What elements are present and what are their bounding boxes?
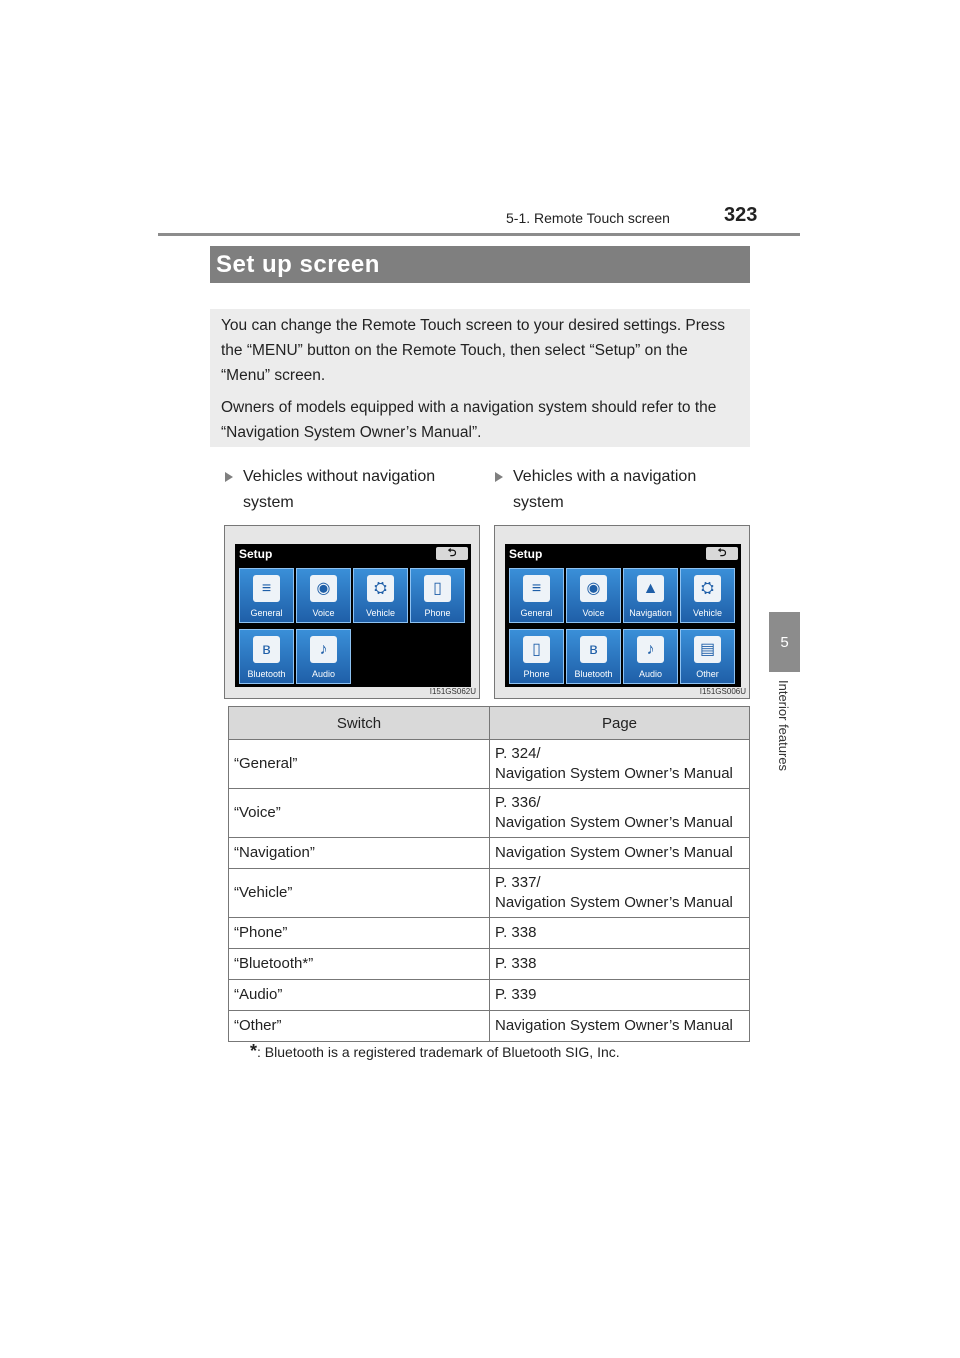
setup-screen	[235, 544, 471, 687]
page-cell: P. 338	[490, 918, 750, 949]
header-divider	[158, 233, 800, 236]
header-switch: Switch	[229, 707, 490, 740]
chapter-tab	[769, 612, 800, 672]
page-ref: P. 336/	[495, 794, 541, 811]
tile-audio	[296, 629, 351, 684]
phone-icon: ▯	[523, 636, 550, 663]
setup-screenshot-without-navigation	[224, 525, 480, 699]
tile-label: Audio	[638, 669, 663, 679]
setup-screen	[505, 544, 741, 687]
tile-phone	[410, 568, 465, 623]
tile-voice	[296, 568, 351, 623]
table-row	[229, 869, 750, 918]
bluetooth-icon: ʙ	[580, 636, 607, 663]
bullet-label: Vehicles with a navigation system	[513, 468, 697, 511]
footnote-text: : Bluetooth is a registered trademark of Bluetooth SIG, Inc.	[257, 1044, 620, 1060]
general-icon: ≡	[253, 575, 280, 602]
switch-cell: “Audio”	[229, 980, 490, 1011]
tile-label: Phone	[523, 669, 550, 679]
tile-label: Voice	[312, 608, 335, 618]
vehicle-icon: ⛭	[694, 575, 721, 602]
image-code: I151GS062U	[429, 687, 476, 696]
phone-icon: ▯	[424, 575, 451, 602]
bullet-without-navigation	[243, 464, 473, 516]
table-row	[229, 1011, 750, 1042]
header-page: Page	[490, 707, 750, 740]
tile-label: Navigation	[629, 608, 672, 618]
tile-audio	[623, 629, 678, 684]
switch-cell: “Voice”	[229, 789, 490, 838]
page-cell: Navigation System Owner’s Manual	[490, 838, 750, 869]
switch-cell: “Navigation”	[229, 838, 490, 869]
bluetooth-icon: ʙ	[253, 636, 280, 663]
chapter-label: Interior features	[776, 680, 791, 772]
switch-cell: “Bluetooth*”	[229, 949, 490, 980]
table-row	[229, 918, 750, 949]
table-row	[229, 980, 750, 1011]
page-cell	[490, 869, 750, 918]
section-header: 5-1. Remote Touch screen	[506, 210, 670, 226]
footnote-marker: *	[250, 1041, 258, 1061]
general-icon: ≡	[523, 575, 550, 602]
page-ref: P. 324/	[495, 745, 541, 762]
screen-title: Setup	[239, 547, 273, 561]
tile-label: Other	[696, 669, 719, 679]
page-ref: Navigation System Owner’s Manual	[495, 765, 733, 782]
page-ref: Navigation System Owner’s Manual	[495, 894, 733, 911]
bullet-label: Vehicles without navigation system	[243, 468, 436, 511]
intro-box	[210, 309, 750, 447]
vehicle-icon: ⛭	[367, 575, 394, 602]
tile-label: General	[520, 608, 553, 618]
tile-bluetooth	[239, 629, 294, 684]
tile-label: General	[250, 608, 283, 618]
chapter-number: 5	[780, 633, 789, 651]
tile-other	[680, 629, 735, 684]
audio-icon: ♪	[637, 636, 664, 663]
table-row	[229, 789, 750, 838]
table-row	[229, 740, 750, 789]
table-header-row	[229, 707, 750, 740]
intro-paragraph-2: Owners of models equipped with a navigation system should refer to the “Navigation System Owner’s Manual”.	[221, 399, 717, 441]
tile-label: Voice	[582, 608, 605, 618]
page-number: 323	[724, 204, 758, 226]
tile-label: Vehicle	[692, 608, 723, 618]
other-icon: ▤	[694, 636, 721, 663]
switch-cell: “Vehicle”	[229, 869, 490, 918]
bullet-with-navigation	[513, 464, 743, 516]
voice-icon: ◉	[310, 575, 337, 602]
tile-label: Bluetooth	[574, 669, 613, 679]
tile-label: Phone	[424, 608, 451, 618]
tile-navigation	[623, 568, 678, 623]
page-cell: P. 338	[490, 949, 750, 980]
triangle-bullet-icon	[495, 472, 503, 482]
screen-title: Setup	[509, 547, 543, 561]
triangle-bullet-icon	[225, 472, 233, 482]
setup-screenshot-with-navigation	[494, 525, 750, 699]
tile-vehicle	[353, 568, 408, 623]
page-cell: P. 339	[490, 980, 750, 1011]
page-ref: P. 337/	[495, 874, 541, 891]
tile-vehicle	[680, 568, 735, 623]
page-title: Set up screen	[210, 246, 750, 283]
tile-label: Bluetooth	[247, 669, 286, 679]
tile-label: Vehicle	[365, 608, 396, 618]
switch-cell: “General”	[229, 740, 490, 789]
tile-label: Audio	[311, 669, 336, 679]
tile-bluetooth	[566, 629, 621, 684]
page-ref: Navigation System Owner’s Manual	[495, 814, 733, 831]
navigation-icon: ▲	[637, 575, 664, 602]
back-icon: ⮌	[706, 547, 738, 560]
tile-general	[509, 568, 564, 623]
back-icon: ⮌	[436, 547, 468, 560]
audio-icon: ♪	[310, 636, 337, 663]
table-row	[229, 949, 750, 980]
footnote	[250, 1041, 620, 1062]
table-row	[229, 838, 750, 869]
tile-general	[239, 568, 294, 623]
page-cell	[490, 789, 750, 838]
intro-paragraph-1: You can change the Remote Touch screen to your desired settings. Press the “MENU” button on the Remote Touch, then select “Setup” on the “Menu” screen.	[221, 317, 726, 384]
page-cell	[490, 740, 750, 789]
page-cell: Navigation System Owner’s Manual	[490, 1011, 750, 1042]
switch-cell: “Other”	[229, 1011, 490, 1042]
switch-page-table	[228, 706, 750, 1042]
image-code: I151GS006U	[699, 687, 746, 696]
switch-cell: “Phone”	[229, 918, 490, 949]
voice-icon: ◉	[580, 575, 607, 602]
tile-phone	[509, 629, 564, 684]
tile-voice	[566, 568, 621, 623]
